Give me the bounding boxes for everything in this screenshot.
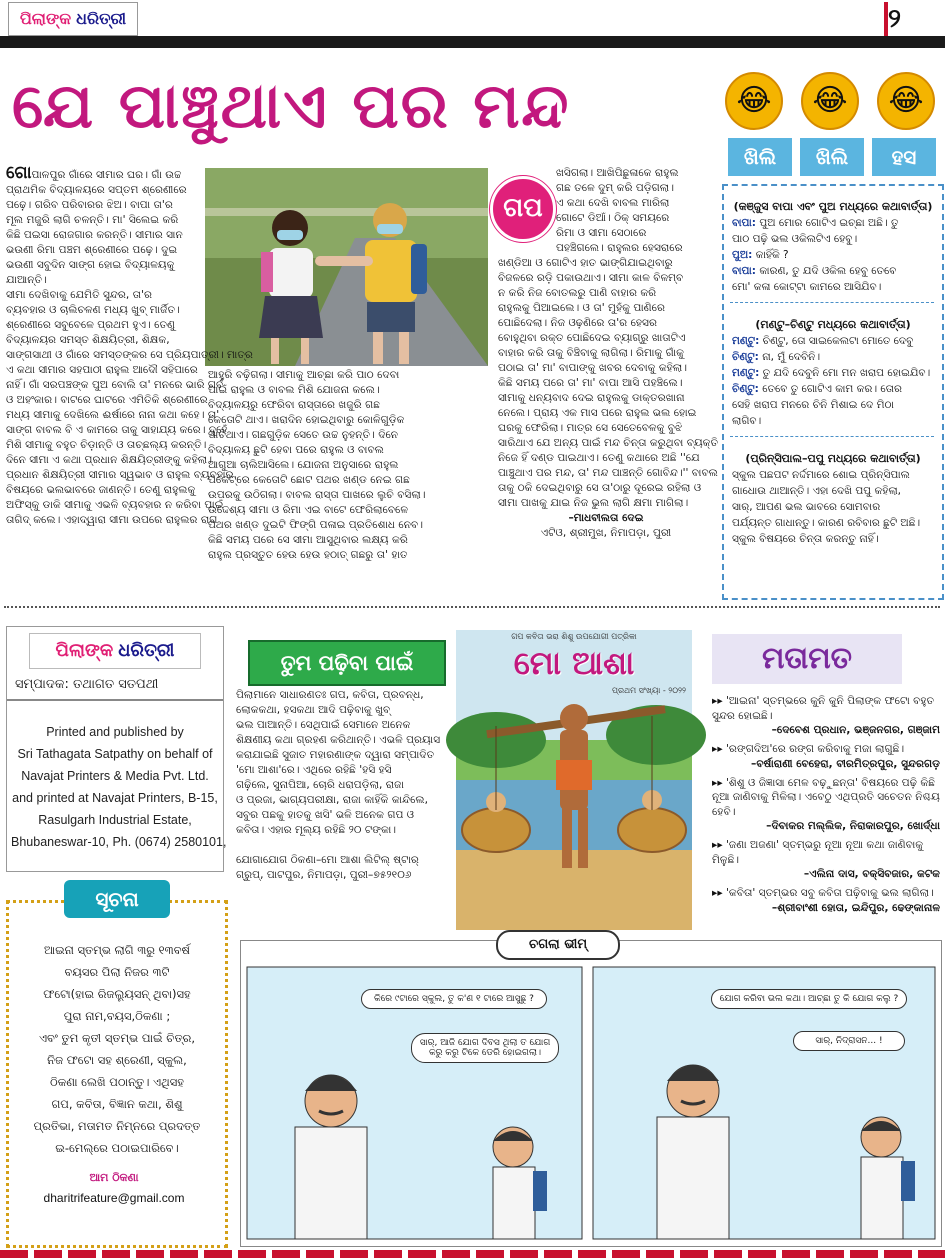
notice-box <box>6 900 228 1248</box>
joke-text: କାହିଁକି ? <box>752 249 789 261</box>
reading-line: ଲୋକକଥା, ହସକଥା ଆଦି ପଢ଼ିବାକୁ ଖୁବ୍ <box>236 704 391 716</box>
story-line-text: ଏ କଥା ସୀମାର ସହପାଠୀ ରାହୁଲ ଆଦୌ ସହିପାରେ <box>6 364 198 376</box>
notice-line: ଇ-ମେଲ୍‌ରେ ପଠାଇପାରିବେ। <box>55 1141 179 1155</box>
joke-line <box>732 382 938 396</box>
laughing-face-icon: 😂 <box>877 72 935 130</box>
comic-strip <box>240 940 942 1247</box>
joke-line <box>732 484 938 498</box>
story-line: ଗୋଟେ ଡିଆଁ। ଠିକ୍ ସମୟରେ <box>556 212 670 224</box>
notice-line: ଏବଂ ତୁମ କୃତୀ ସ୍ତମ୍ଭ ପାଇଁ ଚିତ୍ର, <box>38 1031 196 1045</box>
drop-cap: ଗୋ <box>6 163 32 183</box>
story-line: କିଛି ସମୟ ପରେ ତା' ମା' ବାପା ଆସି ପହଞ୍ଚିଲେ। <box>498 377 683 389</box>
story-line: ରିମା ଓ ସୀମା ସେଠାରେ <box>556 227 647 239</box>
story-line-text: ଦିନେ ସୀମା ଏ କଥା ପ୍ରଧାନ ଶିକ୍ଷୟିତ୍ରୀଙ୍କୁ କହିଲା। <box>6 454 212 466</box>
joke-line <box>732 350 938 364</box>
story-line-text: ସୀମା ଦେଖିବାକୁ ଯେମିତି ସୁନ୍ଦର, ତା'ର <box>6 289 153 301</box>
reading-line: କରାଯାଇଛି ସୁଜାତ ମହାରଣାଙ୍କ ଦ୍ୱାରା ସମ୍ପାଦିତ <box>236 749 435 761</box>
story-line: ଗଛ ତଳେ ଦୁମ୍ କରି ପଡ଼ିଗଲା। <box>556 182 674 194</box>
opinion-text: ▸▸ 'କବିତା' ସ୍ତମ୍ଭର ସବୁ କବିତା ପଢ଼ିବାକୁ ଭଲ ଲାଗିଲା। <box>712 887 934 899</box>
story-line-text: ବ୍ୟବହାର ଓ ଚାଲିଚଳଣ ମଧ୍ୟ ଖୁବ୍ ମାର୍ଜିତ। <box>6 304 180 316</box>
joke-text: ସ୍କୁଲ ବିଷୟରେ ଚିନ୍ତା କରନ୍ତୁ ନାହିଁ। <box>732 533 879 545</box>
joke-line <box>732 468 938 482</box>
opinion-signature: –ଶ୍ରୀବାଂଶୀ ହୋତା, ଇନ୍ଦିପୁର, ଢେଙ୍କାନାଳ <box>771 901 940 914</box>
story-line <box>6 408 220 423</box>
story-line <box>6 363 202 378</box>
opinions-list <box>712 694 940 920</box>
story-line <box>6 258 202 273</box>
joke-line <box>732 248 938 262</box>
story-line: ପାଚିଥାଏ। ଗଛଗୁଡ଼ିକ ସେତେ ଉଚ୍ଚ ନୁହନ୍ତି। ଦିନେ <box>208 429 399 441</box>
story-line: ସାରିଥାଏ ଯେ ଅନ୍ୟ ପାଇଁ ମନ୍ଦ ଚିନ୍ତା କରୁଥିବା ବ୍ୟକ୍ତି <box>498 437 719 449</box>
reading-line: ଭଲ ପାଆନ୍ତି। ସେଥିପାଇଁ ସେମାନେ ଅନେକ <box>236 719 411 731</box>
story-line: ନ କରି ନିଜ ବୋତଲରୁ ପାଣି ବାହାର କରି <box>498 287 657 299</box>
story-line: ବିଦ୍ୟାଳୟରୁ ଫେରିବା ରାସ୍ତାରେ ଖଜୁରି ଗଛ <box>208 399 380 411</box>
story-line <box>6 438 207 453</box>
story-line: ବାହାର କରି ତାକୁ ବିଞ୍ଚିବାକୁ ଲାଗିଲା। ରିମାକୁ ଗାଁକୁ <box>498 347 684 359</box>
joke-text: ଗାଧୋଉ ଥାଆନ୍ତି। ଏହା ଦେଖି ପପୁ କହିଲା, <box>732 485 901 497</box>
joke-text: ପର୍ଯ୍ୟନ୍ତ ଗାଧାନ୍ତୁ। କାରଣ ରବିବାର ଛୁଟି ଅଛି। <box>732 517 921 529</box>
story-line <box>6 378 224 393</box>
joke-speaker: ପୁଅ: <box>732 249 753 261</box>
laughing-emoji-row <box>725 68 937 130</box>
opinion-text: ▸▸ 'ଆଇନା' ସ୍ତମ୍ଭରେ କୁନି କୁନି ପିଲାଙ୍କ ଫଟୋ ବହୁତ ସୁନ୍ଦର ହୋଇଛି। <box>712 695 935 722</box>
story-line-text: ସାଙ୍ଗ ବାବଲ ବି ଏ କାମରେ ତାକୁ ସାହାଯ୍ୟ କରେ। ଦୁହେଁ <box>6 424 228 436</box>
story-line: ପଥର ଖଣ୍ଡ ଦୁଇଟି ଫିଙ୍ଗି ପଳାଇ ପ୍ରତିଶୋଧ ନେବ। <box>208 519 424 531</box>
speech-bubble-student-2: ସାର୍, ନିଦ୍ରାସନ... ! <box>793 1031 905 1051</box>
joke-line <box>732 366 938 380</box>
story-line-text: ନାହିଁ। ଗାଁ ସରପଞ୍ଚଙ୍କ ପୁଅ ବୋଲି ତା' ମନରେ ଭାରି ଗର୍ବ <box>6 379 224 391</box>
story-line <box>6 183 202 198</box>
story-line-text: ଓ ଅହଂକାର। ବାଟରେ ଘାଟରେ ଏମିତିକି ଶ୍ରେଣୀରେ <box>6 394 208 406</box>
joke-text: ସ୍କୁଲ ପଛପଟ ନର୍ଦ୍ଦମାରେ ଶୋଇ ପ୍ରିନ୍ସିପାଲ <box>732 469 910 481</box>
story-column-2 <box>208 368 492 563</box>
story-line: ରାହୁଲ ପ୍ରସ୍ତୁତ ହେଉ ହେଉ ହଠାତ୍ ଗଛରୁ ତା' ହାତ <box>208 549 408 561</box>
story-headline: ଯେ ପାଞ୍ଚୁଥାଏ ପର ମନ୍ଦ <box>12 69 571 142</box>
joke-speaker: ବାପା: <box>732 265 757 277</box>
reading-section-text <box>236 688 450 883</box>
page-header <box>0 0 945 48</box>
imprint-text <box>11 721 227 853</box>
masthead-rule <box>7 699 223 701</box>
story-line: ବୋହୁଥିବା ରକ୍ତ ପୋଛିଦେଇ ବ୍ୟାଗ୍‌ରୁ ଖାତାଟିଏ <box>498 332 686 344</box>
story-line: ଖସିଗଲା। ଆଖିପିଛୁଳାକେ ରାହୁଲ <box>556 167 679 179</box>
story-line: ପାଞ୍ଚୁଥାଏ ପର ମନ୍ଦ, ତା' ମନ୍ଦ ପାଞ୍ଚନ୍ତି ଗୋବିନ୍ଦ।'' ବାବଲ <box>498 467 718 479</box>
children-masks-illustration <box>205 168 488 366</box>
joke-line <box>732 264 938 278</box>
story-line: ଘରକୁ ଫେରିଲା। ମାତ୍ର ସେ ସେତେବେଳକୁ ବୁଝି <box>498 422 683 434</box>
reading-section-title: ତୁମ ପଢ଼ିବା ପାଇଁ <box>248 640 446 686</box>
joke-line <box>732 500 938 514</box>
story-line: ଉପରକୁ ଉଠିଗଲା। ବାବଲ ରାସ୍ତା ପାଖରେ ଲୁଚି ବସିଲା। <box>208 489 426 501</box>
story-line-text: ବିଷୟରେ ଭଲଭାବରେ ଜାଣନ୍ତି। ତେଣୁ ରାହୁଲକୁ <box>6 484 196 496</box>
story-line: ପକେଟ୍‌ରେ କେତୋଟି ଛୋଟ ପଥର ଖଣ୍ଡ ନେଇ ଗଛ <box>208 474 410 486</box>
joke-text: ମୋ' କଳା କୋଟ୍‌ଟା କାମରେ ଆସିଯିବ। <box>732 281 882 293</box>
story-line <box>6 243 202 258</box>
opinion-text: ▸▸ 'ଜଣା ଅଜଣା' ସ୍ତମ୍ଭରୁ ନୂଆ ନୂଆ କଥା ଜାଣିବାକୁ ମିଳୁଛି। <box>712 839 924 866</box>
joke-text: କାରଣ, ତୁ ଯଦି ଓକିଲ ହେବୁ ତେବେ <box>756 265 897 277</box>
address-label: ଆମ ଠିକଣା <box>89 1171 139 1184</box>
story-line-text: ପାଳପୁର ଗାଁରେ ସୀମାର ଘର। ଗାଁ ଉଚ୍ଚ <box>31 169 182 181</box>
story-line: ଆହୁରି ବଢ଼ିଗଲା। ସୀମାକୁ ଆଚ୍ଛା କରି ପାଠ ଦେବା <box>208 369 400 381</box>
header-logo <box>8 2 138 36</box>
imprint-line: Sri Tathagata Satpathy on behalf of <box>17 747 213 761</box>
story-line: ପୋଛିଦେଲା। ନିଜ ଓଢ଼ଣିରେ ତା'ର ହେସର <box>498 317 657 329</box>
story-line <box>6 318 202 333</box>
joke-line <box>732 532 938 546</box>
notice-line: ପୁରା ନାମ,ବୟସ,ଠିକଣା ; <box>63 1009 171 1023</box>
masthead-box <box>6 626 227 872</box>
joke-text: ସାର୍, ଆପଣ ଭଲ ଭାବରେ ସୋମବାର <box>732 501 881 513</box>
joke-line <box>732 516 938 530</box>
reading-line: ଗ୍ରୁପ୍, ପାଟପୁର, ନିମାପଡ଼ା, ପୁରୀ–୭୫୨୧୦୬ <box>236 869 412 881</box>
story-author-address: ଏଟିଓ, ଶ୍ରୀମୁଖ, ନିମାପଡ଼ା, ପୁରୀ <box>540 527 672 539</box>
story-line <box>6 228 202 243</box>
story-line: ଖଣ୍ଡିଆ ଓ ଗୋଟିଏ ହାତ ଭାଙ୍ଗିଯାଇଥିବାରୁ <box>498 257 673 269</box>
joke-divider <box>730 436 934 437</box>
story-line-text: ମଧ୍ୟ ସୀମାକୁ ଦେଖିଲେ ଈର୍ଷାରେ ନାନା କଥା କହେ। ତା' <box>6 409 220 421</box>
story-line <box>6 163 202 183</box>
story-line-text: ପ୍ରାଥମିକ ବିଦ୍ୟାଳୟରେ ସପ୍ତମ ଶ୍ରେଣୀରେ <box>6 184 187 196</box>
imprint-line: and printed at Navajat Printers, B-15, <box>12 791 218 805</box>
reading-line: ପିଲାମାନେ ସାଧାରଣତଃ ଗପ, କବିତା, ପ୍ରବନ୍ଧ, <box>236 689 424 701</box>
story-line-text: ପ୍ରଧାନ ଶିକ୍ଷୟିତ୍ରୀ ସୀମାର ସ୍ୱଭାବ ଓ ରାହୁଲ ବ୍ୟବହାର <box>6 469 234 481</box>
story-line-text: ବିଦ୍ୟାଳୟର ସମସ୍ତ ଶିକ୍ଷୟିତ୍ରୀ, ଶିକ୍ଷକ, <box>6 334 170 346</box>
story-line <box>6 348 253 363</box>
contact-email[interactable]: dharitrifeature@gmail.com <box>43 1191 185 1205</box>
cover-issue: ପ୍ରଥମ ସଂଖ୍ୟା - ୨୦୨୨ <box>612 686 686 695</box>
joke-title-word-2: ଖିଲି <box>800 138 864 176</box>
masthead-logo-part1: ପିଲାଙ୍କ <box>55 640 114 661</box>
story-line: ଆଗୁଆ ଚାଲିଆସିଲେ। ଯୋଜନା ଅନୁସାରେ ରାହୁଲ <box>208 459 399 471</box>
joke-line <box>732 334 938 348</box>
story-line-text: ଭଉଣୀ ରିମା ପଞ୍ଚମ ଶ୍ରେଣୀରେ ପଢ଼େ। ଦୁଇ <box>6 244 178 256</box>
story-line: ପହଞ୍ଚିଗଲେ। ରାହୁଲର ହେସରାରେ <box>556 242 683 254</box>
story-line <box>6 453 212 468</box>
story-line-text: ଯାଆନ୍ତି। <box>6 274 47 286</box>
reading-line: କବିତା। ଏହାର ମୂଲ୍ୟ ରହିଛି ୨୦ ଟଙ୍କା। <box>236 824 397 836</box>
opinion-signature: –ଦେବେଶ ପ୍ରଧାନ, ଭଞ୍ଜନଗର, ଗଞ୍ଜାମ <box>771 724 940 736</box>
story-column-3 <box>498 256 719 541</box>
notice-line: ଫଟୋ(ହାଇ ରିଜଲ୍ୟୁସନ୍ ଥିବା)ସହ <box>43 987 191 1001</box>
notice-text <box>17 939 217 1159</box>
opinion-signature: –ବର୍ଷାରାଣୀ ବେହେରା, ବୀରମିତ୍ରପୁର, ସୁନ୍ଦରଗଡ଼ <box>751 757 940 770</box>
notice-line: ବୟସର ପିଲା ନିଜର ୩ଟି <box>64 965 170 979</box>
reading-line: ସବୁର ପଛକୁ ହାତକୁ ଖସି' ଭଳି ଅନେକ ଗପ ଓ <box>236 809 415 821</box>
laughing-face-icon: 😂 <box>725 72 783 130</box>
story-line: ବିଜଳରେ ରଡ଼ି ପକାଉଥାଏ। ସୀମା କାଳ ବିଳମ୍ବ <box>498 272 684 284</box>
story-column-1-lines <box>6 163 253 528</box>
speech-bubble-student-1: ସାର୍, ଆଜି ଯୋଗ ଦିବସ ଥିଲା ତ ଯୋଗ କରୁ କରୁ ଟିକେ ଡେରି ହୋଇଗଲା। <box>411 1033 559 1063</box>
reading-line: ଶିକ୍ଷଣୀୟ କଥା ଗ୍ରହଣ କରିଥାନ୍ତି। ଏଭଳି ପ୍ରୟାସ <box>236 734 441 746</box>
joke-text: ପୁଅ ମୋର ଗୋଟିଏ ଇଚ୍ଛା ଅଛି। ତୁ <box>756 217 899 229</box>
story-line: ରାହୁଲକୁ ପିଆଇଲେ। ଓ ତା' ମୁହଁକୁ ପାଣିରେ <box>498 302 666 314</box>
story-line <box>6 273 202 288</box>
notice-line: ନିଜ ଫଟୋ ସହ ଶ୍ରେଣୀ, ସ୍କୁଲ, <box>47 1053 187 1067</box>
joke-speaker: ଚିଣ୍ଟୁ: <box>732 351 759 363</box>
comic-title: ଚଗଲା ଭୀମ୍ <box>496 930 620 960</box>
joke-section-title <box>728 138 936 178</box>
section-divider <box>4 606 940 608</box>
story-line <box>6 513 218 528</box>
story-line <box>6 303 202 318</box>
story-line <box>6 423 228 438</box>
imprint-line: Navajat Printers & Media Pvt. Ltd. <box>21 769 209 783</box>
joke-speaker: ବାପା: <box>732 217 757 229</box>
joke-title-word-3: ହସ <box>872 138 936 176</box>
story-line: ନିଜେ ହିଁ ଦଣ୍ଡ ପାଇଥାଏ। ତେଣୁ କଥାରେ ଅଛି ''ଯେ <box>498 452 700 464</box>
story-line <box>6 498 224 513</box>
reading-line <box>236 838 450 853</box>
reading-line: 'ମୋ ଆଶା'ରେ। ଏଥିରେ ରହିଛି 'ହସି ହସି <box>236 764 392 776</box>
story-genre-badge: ଗପ <box>490 176 556 242</box>
story-line: ବିଦ୍ୟାଳୟ ଛୁଟି ହେବା ପରେ ରାହୁଲ ଓ ବାବଲ <box>208 444 384 456</box>
opinion-text: ▸▸ 'ଶିଶୁ ଓ ଜିଜ୍ଞାସା ମେଳ ବଢ଼ୁଛନ୍ତା' ବିଷୟରେ ପଢ଼ି କିଛି ନୂଆ ଜାଣିବାକୁ ମିଳିଲା। ଏବେଠୁ ଏଥିପ୍ରତି ସଚେତନ ନିଶ୍ଚୟ ହେବି। <box>712 776 940 818</box>
speech-bubble-teacher-2: ଯୋଗ କରିବା ଭଲ କଥା। ଆଚ୍ଛା ତୁ କି ଯୋଗ କଲୁ ? <box>711 989 907 1009</box>
notice-line: ପ୍ରତିଭା, ମତାମତ ନିମ୍ନରେ ପ୍ରଦତ୍ତ <box>33 1119 201 1133</box>
logo-text-part1: ପିଲାଙ୍କ <box>19 9 72 28</box>
opinions-title: ମତାମତ <box>712 634 902 684</box>
joke-title: (କଞ୍ଜୁସ ବାପା ଏବଂ ପୁଅ ମଧ୍ୟରେ କଥାବାର୍ତ୍ତା) <box>733 200 933 213</box>
story-line: ଉଦ୍ଦେଶ୍ୟ ସୀମା ଓ ରିମା ଏଇ ବାଟେ ଫେରିଲାବେଳେ <box>208 504 409 516</box>
joke-speaker: ଚିଣ୍ଟୁ: <box>732 383 759 395</box>
story-column-3-top <box>556 166 714 256</box>
logo-text-part2: ଧରିତ୍ରୀ <box>76 9 127 28</box>
joke-title-word-1: ଖିଲି <box>728 138 792 176</box>
joke-line <box>732 398 938 412</box>
story-line <box>6 483 202 498</box>
story-line <box>6 393 208 408</box>
story-line <box>6 288 202 303</box>
story-line-text: ମୂଲ ମଜୁରି ଲାଗି ଚଳନ୍ତି। ମା' ସିଲେଇ କରି <box>6 214 179 226</box>
story-line-text: ମିଶି ସୀମାକୁ ବହୁତ ଚିଡ଼ାନ୍ତି ଓ ତାଚ୍ଛଲ୍ୟ କରନ୍ତି। <box>6 439 207 451</box>
joke-line <box>732 232 938 246</box>
story-line: କିଛି ସମୟ ପରେ ସେ ସୀମା ଆସୁଥିବାର ଲକ୍ଷ୍ୟ କରି <box>208 534 408 546</box>
joke-line <box>732 216 938 230</box>
laughing-face-icon: 😂 <box>801 72 859 130</box>
comic-strip-art <box>241 941 941 1246</box>
story-line <box>6 333 202 348</box>
story-line <box>6 468 234 483</box>
story-line <box>6 198 202 213</box>
magazine-cover <box>456 630 692 930</box>
joke-speaker: ମଣ୍ଟୁ: <box>732 367 760 379</box>
imprint-line: Printed and published by <box>46 725 184 739</box>
story-column-3-lines <box>498 256 719 511</box>
joke-line <box>732 280 938 294</box>
story-line-text: ତାଗିଦ୍ କଲେ। ଏହାଦ୍ୱାରା ସୀମା ଉପରେ ରାହୁଲର ରାଗ <box>6 514 218 526</box>
joke-text: ଚିଣ୍ଟୁ, ତୋ ସାଇକେଲଟା ମୋତେ ଦେବୁ <box>759 335 914 347</box>
joke-text: ପାଠ ପଢ଼ି ଭଲ ଓକିଲଟିଏ ହେବୁ। <box>732 233 858 245</box>
story-line: ପାଇଁ ରାହୁଲ ଓ ବାବଲ ମିଶି ଯୋଜନା କଲେ। <box>208 384 380 396</box>
imprint-line: Bhubaneswar-10, Ph. (0674) 2580101, <box>11 835 227 849</box>
opinion-signature: –ଏଲିନା ଦାସ, ବକ୍ସିବଜାର, କଟକ <box>803 868 940 880</box>
editor-credit: ସମ୍ପାଦକ: ତଥାଗତ ସତପଥୀ <box>15 677 159 692</box>
story-column-2-lines <box>208 368 492 563</box>
story-line: ପଠାଇ ତା' ମା' ବାପାଙ୍କୁ ଖବର ଦେବାକୁ କହିଲା। <box>498 362 688 374</box>
joke-text: ତୁ ଯଦି ଦେବୁନି ମୋ ମନ ଖରାପ ହୋଇଯିବ। <box>759 367 931 379</box>
joke-text: ଲାଗିବ। <box>732 415 762 427</box>
joke-text: ତେବେ ତୁ ଗୋଟିଏ କାମ କର। ତୋର <box>758 383 902 395</box>
story-line: ନେଲେ। ପ୍ରାୟ ଏକ ମାସ ପରେ ରାହୁଲ ଭଲ ହୋଇ <box>498 407 697 419</box>
joke-title: (ମଣ୍ଟୁ–ଚିଣ୍ଟୁ ମଧ୍ୟରେ କଥାବାର୍ତ୍ତା) <box>755 318 911 331</box>
story-line-text: ଅଫିସ୍‌କୁ ଡାକି ସୀମାକୁ ଏଭଳି ବ୍ୟବହାର ନ କରିବା ପାଇଁ <box>6 499 224 511</box>
story-line: ସୀମାକୁ ଧନ୍ୟବାଦ ଦେଇ ରାହୁଲକୁ ଡାକ୍ତରଖାନା <box>498 392 685 404</box>
notice-line: ଠିକଣା ଲେଖି ପଠାନ୍ତୁ। ଏଥିସହ <box>50 1075 184 1089</box>
story-author: –ମାଧବୀଲତା ଦେଇ <box>568 512 644 524</box>
opinion-signature: –ଦିବାକର ମଲ୍ଲିକ, ନିରାକାରପୁର, ଖୋର୍ଦ୍ଧା <box>766 820 940 832</box>
footer-rule <box>0 1250 945 1258</box>
header-rule <box>0 36 945 48</box>
story-column-1 <box>6 163 253 528</box>
story-photo <box>205 168 488 366</box>
page-number: ୨ <box>888 4 901 34</box>
masthead-logo-part2: ଧରିତ୍ରୀ <box>118 640 175 661</box>
notice-line: ଗପ, କବିତା, ବିଜ୍ଞାନ କଥା, ଶିଶୁ <box>51 1097 183 1111</box>
story-line <box>6 213 202 228</box>
joke-speaker: ମଣ୍ଟୁ: <box>732 335 760 347</box>
jokes-box <box>722 184 944 600</box>
joke-divider <box>730 302 934 303</box>
opinion-text: ▸▸ 'ରଙ୍ଗଦିଅ'ରେ ରଙ୍ଗ କରିବାକୁ ମଜା ଲାଗୁଛି। <box>712 743 905 755</box>
notice-title: ସୂଚନା <box>64 880 170 918</box>
story-line-text: ପଢ଼େ। ଗରିବ ପରିବାରର ଝିଅ। ବାପା ତା'ର <box>6 199 173 211</box>
imprint-line: Rasulgarh Industrial Estate, <box>38 813 192 827</box>
story-line: ସୀମା ପାଖକୁ ଯାଇ ନିଜ ଭୁଲ ଲାଗି କ୍ଷମା ମାଗିଲା। <box>498 497 689 509</box>
joke-text: ନା, ମୁଁ ଦେବିନି। <box>758 351 821 363</box>
story-line-text: କିଛି ପଇସା ରୋଜଗାର କରନ୍ତି। ସୀମାର ସାନ <box>6 229 183 241</box>
cover-title: ମୋ ଆଶା <box>513 644 635 682</box>
story-line-text: ଭଉଣୀ ସବୁଦିନ ସାଙ୍ଗ ହୋଇ ବିଦ୍ୟାଳୟକୁ <box>6 259 175 271</box>
joke-title: (ପ୍ରିନ୍ସିପାଲ–ପପୁ ମଧ୍ୟରେ କଥାବାର୍ତ୍ତା) <box>745 452 921 465</box>
story-line-text: ସାଙ୍ଗସାଥୀ ଓ ଗାଁରେ ସମସ୍ତଙ୍କର ସେ ପ୍ରିୟପାତ୍ରୀ। ମାତ୍ର <box>6 349 253 361</box>
story-line: ତାକୁ ଠକି ଦେଇଥିବାରୁ ସେ ତା'ଠାରୁ ଦୂରେଇ ରହିଲା ଓ <box>498 482 702 494</box>
cover-tagline: ଗପ କବିତା ଭରା ଶିଶୁ ଉପଯୋଗୀ ପତ୍ରିକା <box>511 632 637 641</box>
reading-line: ଗଢ଼ିଲେ, ସୁନାପିଆ, ଚୋରି ଧରାପଡ଼ିଲା, ରାଜା <box>236 779 404 791</box>
story-line: ଏ କଥା ଦେଖି ବାବଲ ମାରିଲା <box>556 197 670 209</box>
reading-line: ଯୋଗାଯୋଗ ଠିକଣା–ମୋ ଆଶା ଲିଟିଲ୍ ଷ୍ଟାର୍ <box>236 854 419 866</box>
story-line-text: ଶ୍ରେଣୀରେ ସବୁବେଳେ ପ୍ରଥମ ହୁଏ। ତେଣୁ <box>6 319 176 331</box>
story-line: କେତୋଟି ଥାଏ। ଖରାଦିନ ହୋଇଥିବାରୁ କୋଳିଗୁଡ଼ିକ <box>208 414 405 426</box>
joke-text: ସେହି ଖରାପ ମନରେ ଚିନି ମିଶାଇ ଦେ ମିଠା <box>732 399 894 411</box>
story-column-3-top-lines <box>556 166 714 256</box>
masthead-logo <box>29 633 201 669</box>
reading-line: ଓ ପ୍ରଜା, ଭାଗ୍ୟପରୀକ୍ଷା, ରାଜା କାହିଁକି କାନ୍ଦିଲେ, <box>236 794 428 806</box>
notice-line: ଆଇନା ସ୍ତମ୍ଭ ଲାଗି ୩ରୁ ୧୩ବର୍ଷ <box>43 943 191 957</box>
speech-bubble-teacher-1: କିରେ ୯ଟାରେ ସ୍କୁଲ, ତୁ କ'ଣ ୧ ଟାରେ ଆସୁଛୁ ? <box>361 989 547 1009</box>
joke-line <box>732 414 938 428</box>
